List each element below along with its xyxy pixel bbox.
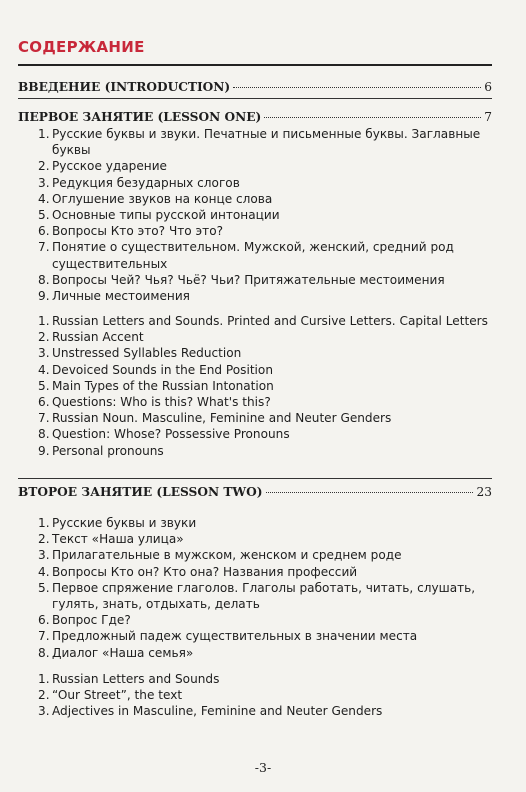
item-number: 5. [38,208,50,223]
section-title: ВВЕДЕНИЕ (INTRODUCTION) [18,80,231,94]
item-number: 1. [38,127,50,141]
list-item [38,378,488,394]
list-item [38,628,488,644]
list-item [38,426,488,442]
section-introduction [18,80,492,94]
list-item [38,443,488,459]
section-rule [18,98,492,99]
item-text: Оглушение звуков на конце слова [52,191,273,206]
list-item [38,410,488,426]
item-number: 7. [38,411,50,426]
section-page: 7 [484,110,492,124]
list-item [38,207,488,223]
item-number: 6. [38,613,50,628]
item-text: Adjectives in Masculine, Feminine and Neuter Genders [52,704,383,719]
list-item [38,329,488,345]
list-item [38,223,488,239]
item-number: 9. [38,443,50,458]
item-text: Текст «Наша улица» [52,532,184,547]
list-item [38,126,488,158]
item-text: Вопросы Чей? Чья? Чьё? Чьи? Притяжательные местоимения [52,272,445,287]
item-text: Unstressed Syllables Reduction [52,346,242,361]
list-item [38,703,488,719]
item-text: Русское ударение [52,159,167,174]
dot-leader [264,117,481,118]
item-number: 4. [38,191,50,206]
item-number: 4. [38,362,50,377]
item-text: Прилагательные в мужском, женском и среднем роде [52,548,402,563]
item-number: 7. [38,240,50,255]
item-text: Russian Noun. Masculine, Feminine and Neuter Genders [52,411,392,426]
item-text: Личные местоимения [52,289,190,304]
item-number: 5. [38,580,50,595]
list-item [38,564,488,580]
item-text: “Our Street”, the text [52,688,183,703]
item-number: 2. [38,688,50,703]
item-number: 4. [38,564,50,579]
section-page: 23 [476,485,492,499]
list-item [38,272,488,288]
list-item [38,671,488,687]
list-item [38,515,488,531]
item-text: Devoiced Sounds in the End Position [52,362,273,377]
item-text: Первое спряжение глаголов. Глаголы работать, читать, слушать, гулять, знать, отдыхать, делать [52,580,476,612]
item-text: Редукция безударных слогов [52,175,240,190]
item-number: 3. [38,175,50,190]
section-page: 6 [484,80,492,94]
item-text: Main Types of the Russian Intonation [52,378,274,393]
list-item [38,175,488,191]
item-number: 2. [38,532,50,547]
section-lesson-two [18,485,492,499]
lesson-two-english-list [38,671,488,720]
item-text: Вопросы Кто он? Кто она? Названия профессий [52,564,358,579]
item-number: 2. [38,159,50,174]
dot-leader [233,87,481,88]
page-number: -3- [254,760,272,775]
dot-leader [266,492,474,493]
item-text: Русские буквы и звуки [52,516,197,530]
item-text: Русские буквы и звуки. Печатные и письменные буквы. Заглавные буквы [52,127,481,158]
list-item [38,345,488,361]
item-number: 8. [38,272,50,287]
section-title: ПЕРВОЕ ЗАНЯТИЕ (LESSON ONE) [18,110,262,124]
list-item [38,239,488,271]
contents-title: СОДЕРЖАНИЕ [18,38,145,56]
item-number: 9. [38,289,50,304]
item-number: 1. [38,314,50,328]
list-item [38,288,488,304]
list-item [38,580,488,612]
item-text: Question: Whose? Possessive Pronouns [52,427,290,442]
lesson-two-russian-list [38,515,488,661]
section-lesson-one [18,110,492,124]
lesson-one-english-list [38,313,488,459]
item-text: Russian Letters and Sounds [52,672,220,686]
item-text: Диалог «Наша семья» [52,645,194,660]
section-rule [18,478,492,479]
item-number: 6. [38,395,50,410]
list-item [38,687,488,703]
list-item [38,313,488,329]
list-item [38,531,488,547]
item-text: Вопросы Кто это? Что это? [52,224,224,239]
item-number: 8. [38,427,50,442]
list-item [38,394,488,410]
item-number: 3. [38,704,50,719]
item-number: 7. [38,629,50,644]
list-item [38,645,488,661]
title-rule [18,64,492,66]
list-item [38,158,488,174]
item-number: 1. [38,672,50,686]
item-text: Russian Letters and Sounds. Printed and Cursive Letters. Capital Letters [52,314,488,328]
section-title: ВТОРОЕ ЗАНЯТИЕ (LESSON TWO) [18,485,263,499]
item-text: Personal pronouns [52,443,164,458]
item-text: Понятие о существительном. Мужской, женский, средний род существительных [52,240,454,271]
item-number: 2. [38,330,50,345]
list-item [38,547,488,563]
item-number: 5. [38,378,50,393]
item-number: 6. [38,224,50,239]
item-text: Вопрос Где? [52,613,131,628]
item-text: Questions: Who is this? What's this? [52,395,271,410]
item-number: 3. [38,548,50,563]
item-number: 3. [38,346,50,361]
list-item [38,612,488,628]
item-text: Предложный падеж существительных в значении места [52,629,418,644]
item-number: 1. [38,516,50,530]
item-text: Основные типы русской интонации [52,208,280,223]
lesson-one-russian-list [38,126,488,304]
list-item [38,191,488,207]
list-item [38,362,488,378]
item-text: Russian Accent [52,330,144,345]
item-number: 8. [38,645,50,660]
